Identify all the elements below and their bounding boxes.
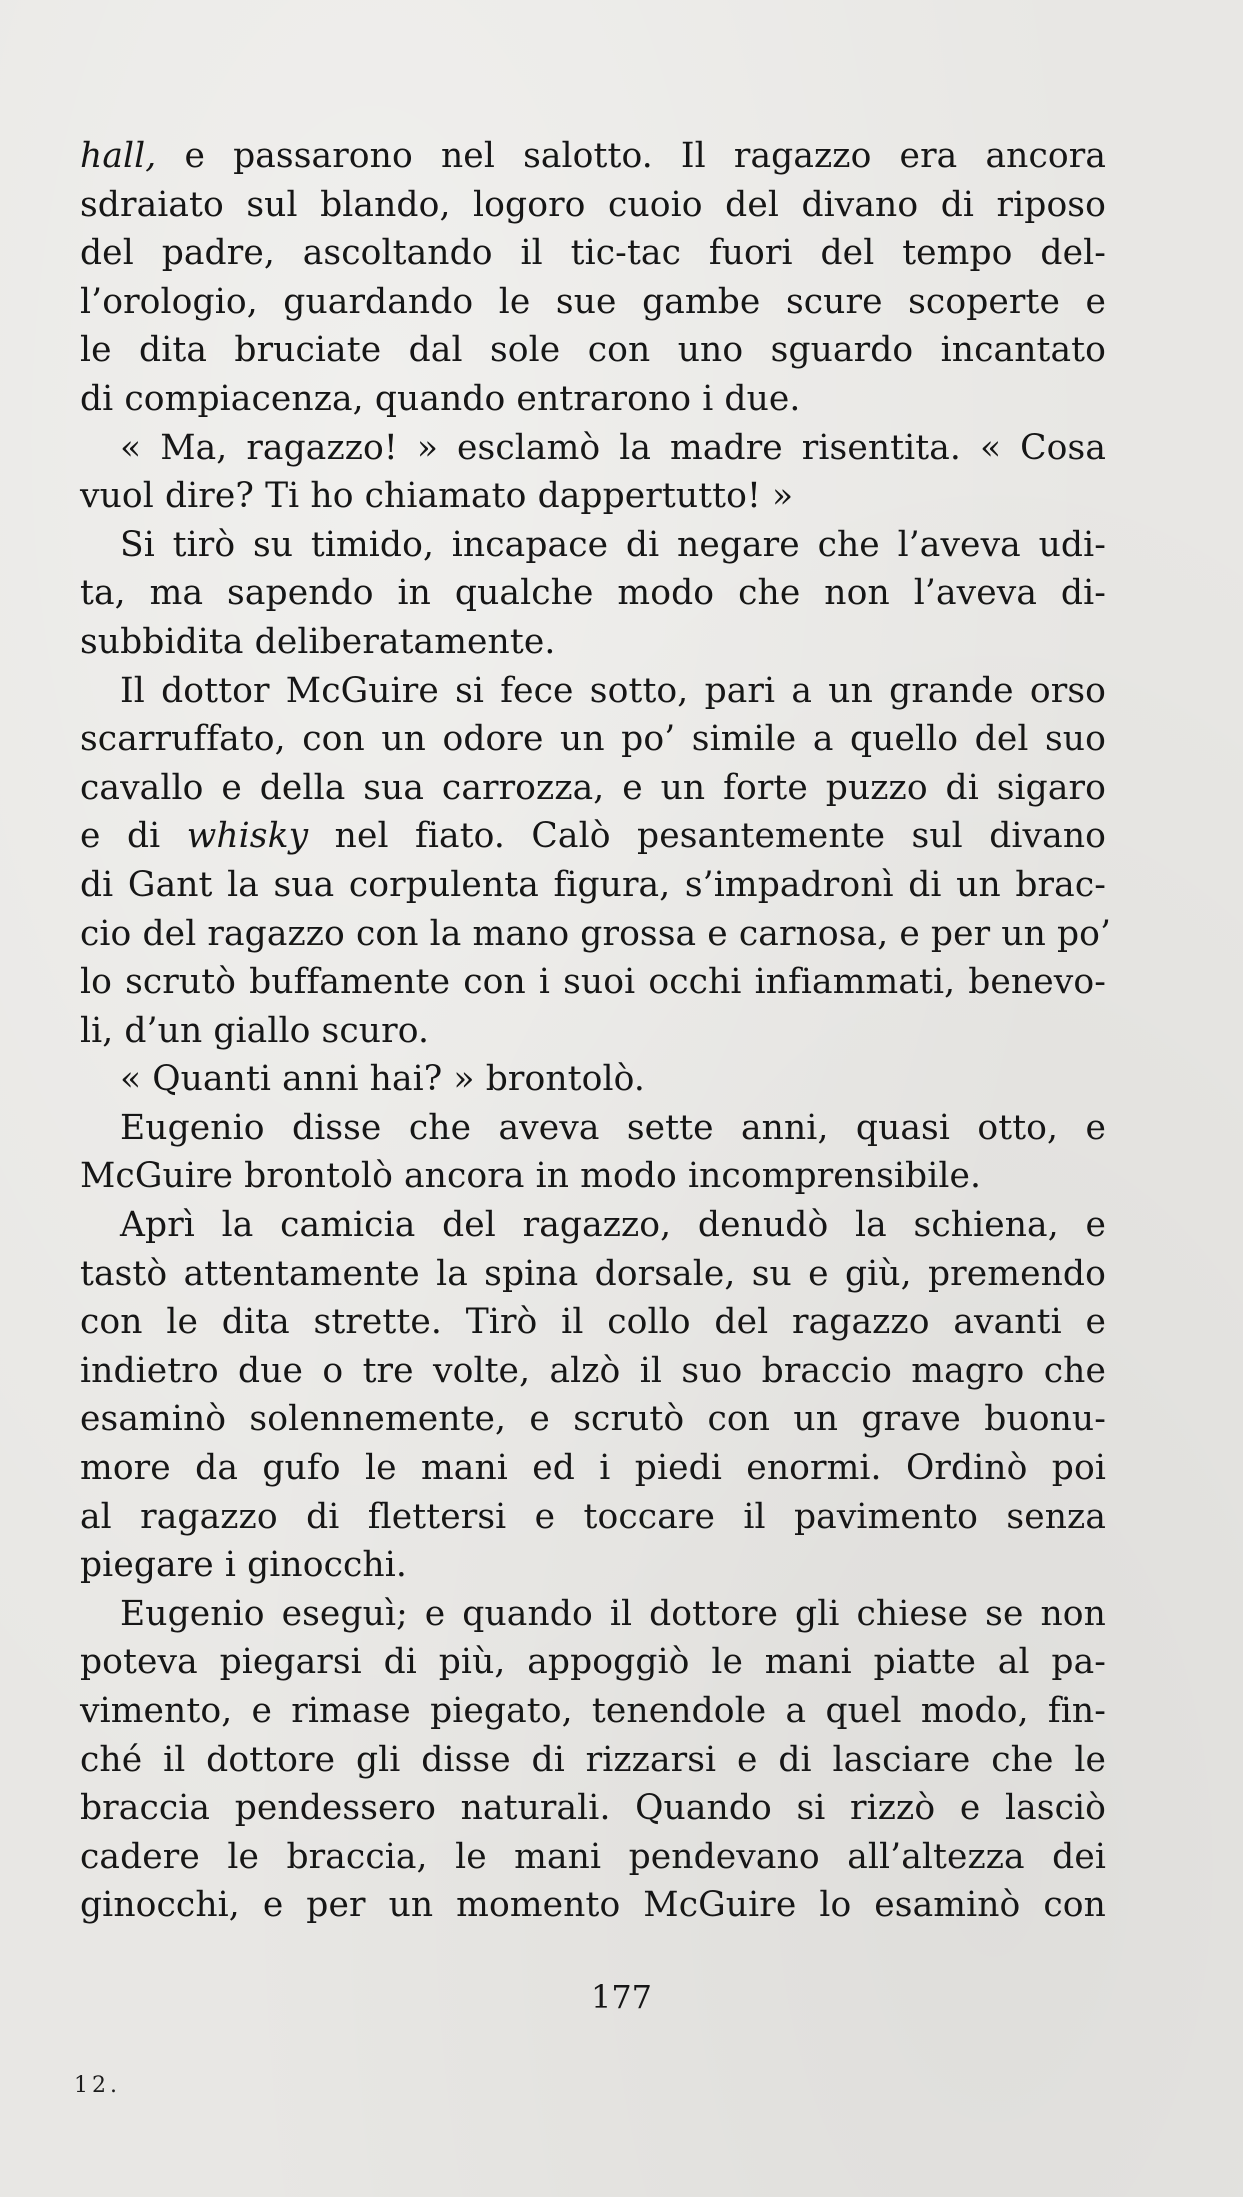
italic-word: hall, [80,136,157,176]
text-line: ché il dottore gli disse di rizzarsi e di lasciare che le [80,1739,1106,1780]
text-line: con le dita strette. Tirò il collo del ragazzo avanti e [80,1302,1106,1343]
text-line: sdraiato sul blando, logoro cuoio del divano di riposo [80,184,1106,225]
text-line: esaminò solennemente, e scrutò con un grave buonu- [80,1399,1106,1440]
text-line: l’orologio, guardando le sue gambe scure scoperte e [80,281,1106,322]
text-line: McGuire brontolò ancora in modo incomprensibile. [80,1156,982,1197]
signature-mark: 12. [74,2073,121,2098]
text-line: di compiacenza, quando entrarono i due. [80,378,801,419]
text-line: Si tirò su timido, incapace di negare che l’aveva udi- [120,524,1106,565]
text-line: « Ma, ragazzo! » esclamò la madre risentita. « Cosa [120,427,1106,468]
text-line: hall, e passarono nel salotto. Il ragazzo era ancora [80,136,1106,176]
text-line: del padre, ascoltando il tic-tac fuori del tempo del- [80,233,1106,274]
text-line: cio del ragazzo con la mano grossa e carnosa, e per un po’ [80,913,1112,954]
text-line: tastò attentamente la spina dorsale, su e giù, premendo [80,1253,1106,1294]
text-line: ginocchi, e per un momento McGuire lo esaminò con [80,1885,1106,1926]
text-line: lo scrutò buffamente con i suoi occhi infiammati, benevo- [80,962,1106,1003]
text-line: cavallo e della sua carrozza, e un forte puzzo di sigaro [80,767,1106,808]
text-line: le dita bruciate dal sole con uno sguardo incantato [80,330,1106,371]
text-line: vimento, e rimase piegato, tenendole a quel modo, fin- [80,1691,1106,1731]
text-line: Il dottor McGuire si fece sotto, pari a un grande orso [120,670,1106,711]
text-line: braccia pendessero naturali. Quando si rizzò e lasciò [80,1788,1106,1829]
page-number: 177 [590,1978,653,2016]
text-line: li, d’un giallo scuro. [80,1010,430,1051]
text-line: Eugenio eseguì; e quando il dottore gli chiese se non [120,1593,1106,1634]
text-line: poteva piegarsi di più, appoggiò le mani piatte al pa- [80,1642,1106,1683]
text-line: indietro due o tre volte, alzò il suo braccio magro che [80,1350,1106,1391]
text-line: vuol dire? Ti ho chiamato dappertutto! » [80,476,794,517]
text-line: Eugenio disse che aveva sette anni, quasi otto, e [120,1107,1106,1148]
text-line: piegare i ginocchi. [80,1545,407,1586]
text-line: subbidita deliberatamente. [80,621,556,662]
text-line: e di whisky nel fiato. Calò pesantemente sul divano [80,816,1107,857]
italic-word: whisky [186,816,309,857]
text-line: cadere le braccia, le mani pendevano all’altezza dei [80,1836,1106,1877]
text-line: al ragazzo di flettersi e toccare il pavimento senza [80,1496,1106,1537]
text-line: more da gufo le mani ed i piedi enormi. Ordinò poi [80,1448,1106,1489]
text-line: Aprì la camicia del ragazzo, denudò la schiena, e [120,1205,1106,1246]
text-line: ta, ma sapendo in qualche modo che non l’aveva di- [80,573,1106,614]
text-line: di Gant la sua corpulenta figura, s’impadronì di un brac- [80,864,1106,905]
text-line: « Quanti anni hai? » brontolò. [120,1059,645,1100]
text-line: scarruffato, con un odore un po’ simile a quello del suo [80,719,1106,760]
body-text [80,132,1112,1930]
